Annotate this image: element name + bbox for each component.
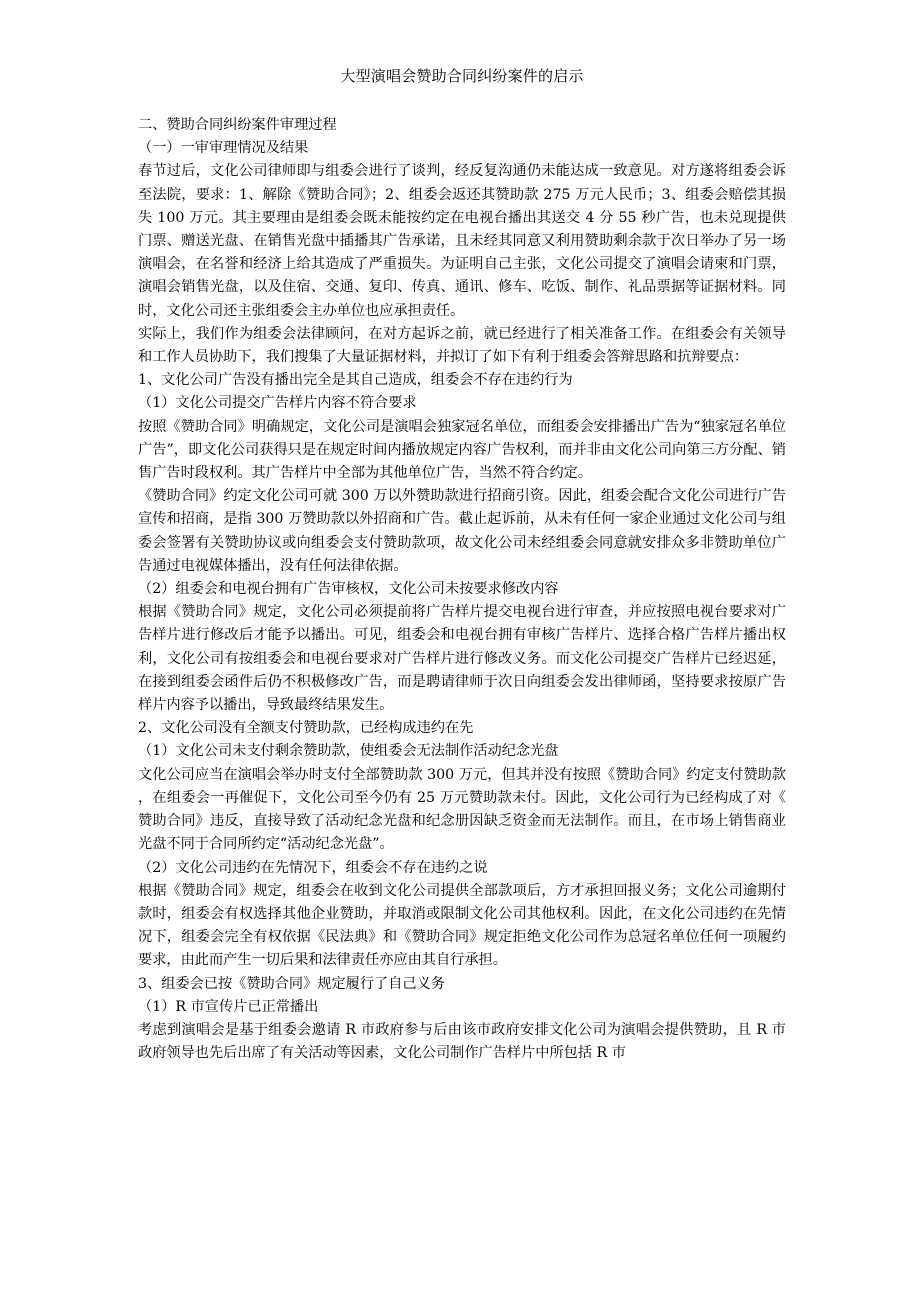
body-paragraph: 根据《赞助合同》规定，文化公司必须提前将广告样片提交电视台进行审查，并应按照电视台要求对广告样片进行修改后才能予以播出。可见，组委会和电视台拥有审核广告样片、选择合格广告样片播出权利，文化公司有按组委会和电视台要求对广告样片进行修改义务。而文化公司提交广告样片已经迟延，在接到组委会函件后仍不积极修改广告，而是聘请律师于次日向组委会发出律师函，坚持要求按原广告样片内容予以播出，导致最终结果发生。 [138, 604, 786, 714]
section-heading: 二、赞助合同纠纷案件审理过程 [138, 117, 337, 133]
body-paragraph: 考虑到演唱会是基于组委会邀请 R 市政府参与后由该市政府安排文化公司为演唱会提供赞助，且 R 市政府领导也先后出席了有关活动等因素，文化公司制作广告样片中所包括 R 市 [138, 1021, 786, 1062]
body-paragraph: 文化公司应当在演唱会举办时支付全部赞助款 300 万元，但其并没有按照《赞助合同》约定支付赞助款，在组委会一再催促下，文化公司至今仍有 25 万元赞助款未付。因此，文化公司行为已经构成了对《赞助合同》违反，直接导致了活动纪念光盘和纪念册因缺乏资金而无法制作。而且，在市场上销售商业光盘不同于合同所约定“活动纪念光盘”。 [138, 766, 786, 853]
point-heading: 1、文化公司广告没有播出完全是其自己造成，组委会不存在违约行为 [138, 372, 573, 389]
point-heading: 2、文化公司没有全额支付赞助款，已经构成违约在先 [138, 720, 474, 737]
body-paragraph: 《赞助合同》约定文化公司可就 300 万以外赞助款进行招商引资。因此，组委会配合文化公司进行广告宣传和招商，是指 300 万赞助款以外招商和广告。截止起诉前，从未有任何一家企业通过文化公司与组委会签署有关赞助协议或向组委会支付赞助款项，故文化公司未经组委会同意就安排众多非赞助单位广告通过电视媒体播出，没有任何法律依据。 [138, 488, 786, 574]
point-heading: 3、组委会已按《赞助合同》规定履行了自己义务 [138, 975, 445, 992]
document-title: 大型演唱会赞助合同纠纷案件的启示 [340, 67, 584, 85]
subsection-heading: （一）一审审理情况及结果 [138, 140, 309, 157]
body-paragraph: 根据《赞助合同》规定，组委会在收到文化公司提供全部款项后，方才承担回报义务；文化公司逾期付款时，组委会有权选择其他企业赞助，并取消或限制文化公司其他权利。因此，在文化公司违约在先情况下，组委会完全有权依据《民法典》和《赞助合同》规定拒绝文化公司作为总冠名单位任何一项履约要求，由此而产生一切后果和法律责任亦应由其自行承担。 [138, 882, 786, 969]
body-paragraph: 按照《赞助合同》明确规定，文化公司是演唱会独家冠名单位，而组委会安排播出广告为“独家冠名单位广告”，即文化公司获得只是在规定时间内播放规定内容广告权利，而并非由文化公司向第三方分配、销售广告时段权利。其广告样片中全部为其他单位广告，当然不符合约定。 [138, 418, 786, 482]
subpoint-heading: （1）R 市宣传片已正常播出 [138, 998, 319, 1015]
body-paragraph: 实际上，我们作为组委会法律顾问，在对方起诉之前，就已经进行了相关准备工作。在组委会有关领导和工作人员协助下，我们搜集了大量证据材料，并拟订了如下有利于组委会答辩思路和抗辩要点： [138, 325, 786, 366]
document-page [138, 0, 786, 1065]
subpoint-heading: （1）文化公司未支付剩余赞助款，使组委会无法制作活动纪念光盘 [138, 743, 559, 760]
subpoint-heading: （2）组委会和电视台拥有广告审核权，文化公司未按要求修改内容 [138, 581, 559, 598]
subpoint-heading: （2）文化公司违约在先情况下，组委会不存在违约之说 [138, 859, 488, 876]
subpoint-heading: （1）文化公司提交广告样片内容不符合要求 [138, 395, 417, 412]
document-body [138, 114, 786, 1065]
body-paragraph: 春节过后，文化公司律师即与组委会进行了谈判，经反复沟通仍未能达成一致意见。对方遂将组委会诉至法院，要求：1、解除《赞助合同》；2、组委会返还其赞助款 275 万元人民币；3、组委会赔偿其损失 100 万元。其主要理由是组委会既未能按约定在电视台播出其送交 4 分 55 秒广告，也未兑现提供门票、赠送光盘、在销售光盘中插播其广告承诺，且未经其同意又利用赞助剩余款于次日举办了另一场演唱会，在名誉和经济上给其造成了严重损失。为证明自己主张，文化公司提交了演唱会请柬和门票，演唱会销售光盘，以及住宿、交通、复印、传真、通讯、修车、吃饭、制作、礼品票据等证据材料。同时，文化公司还主张组委会主办单位也应承担责任。 [138, 163, 786, 319]
